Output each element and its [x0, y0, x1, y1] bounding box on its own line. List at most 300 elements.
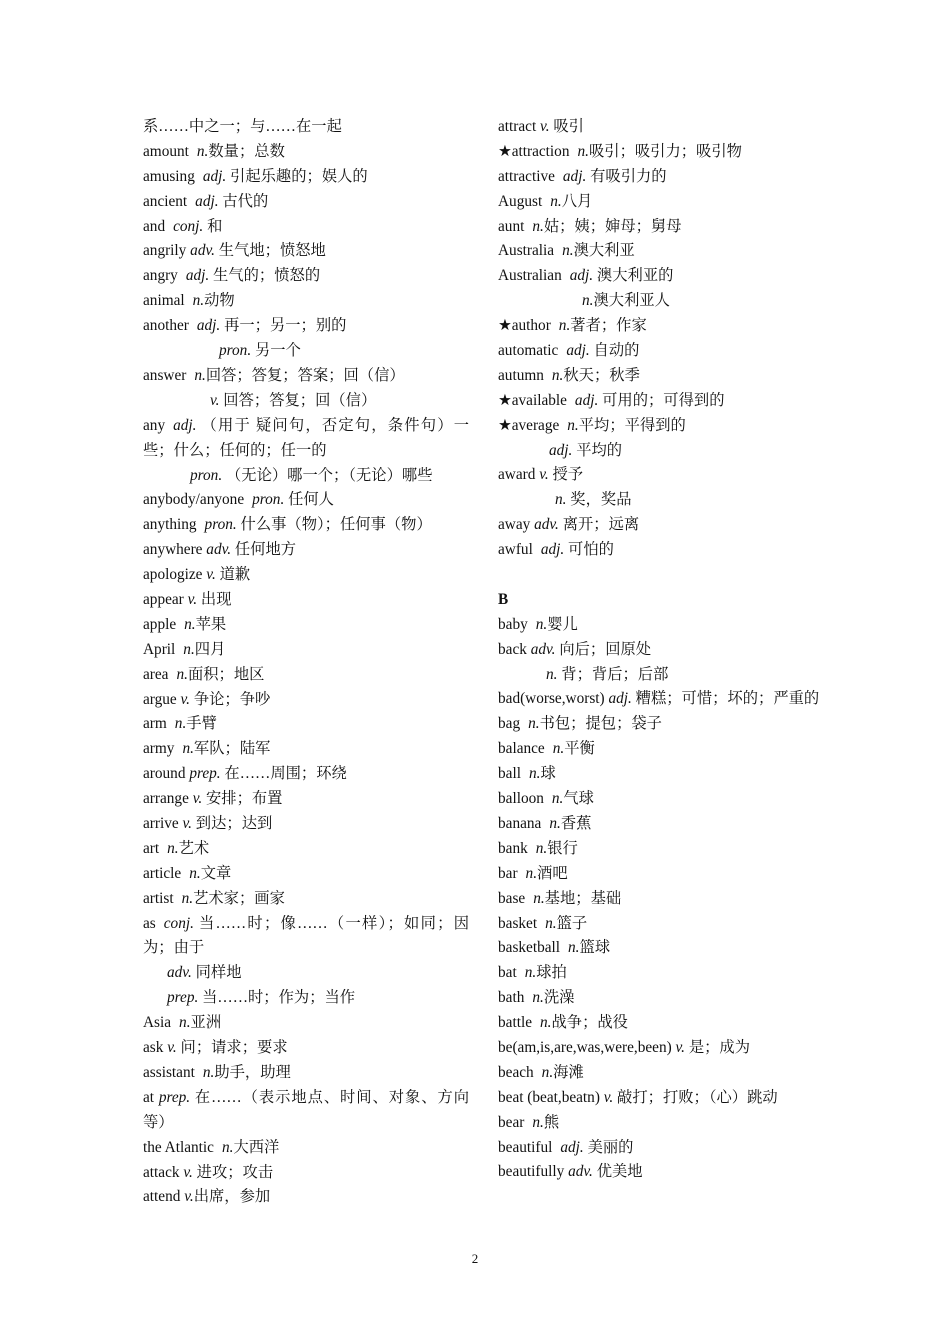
- entry-word: be(am,is,are,was,were,been): [498, 1038, 672, 1056]
- dictionary-entry: [498, 812, 826, 837]
- definition: 再一；另一；别的: [220, 317, 347, 335]
- entry-word: amusing: [143, 167, 195, 185]
- definition: 大西洋: [233, 1138, 280, 1156]
- entry-word: 系……中之一；与……在一起: [143, 118, 342, 135]
- dictionary-entry: [498, 239, 826, 264]
- definition: 在……周围；环绕: [220, 765, 347, 783]
- entry-word: ancient: [143, 192, 188, 210]
- dictionary-entry: [143, 264, 469, 289]
- part-of-speech: n.: [533, 889, 545, 907]
- part-of-speech: v.: [187, 590, 198, 608]
- dictionary-entry: [143, 961, 469, 986]
- dictionary-entry: [498, 339, 826, 364]
- dictionary-entry: [498, 986, 826, 1011]
- entry-word: artist: [143, 889, 174, 907]
- definition: 离开；远离: [558, 516, 640, 534]
- part-of-speech: adv.: [568, 1163, 593, 1181]
- dictionary-entry: [498, 165, 826, 190]
- dictionary-entry: [143, 1161, 469, 1186]
- part-of-speech: v.: [210, 391, 220, 409]
- part-of-speech: adj.: [569, 267, 594, 285]
- dictionary-entry: [498, 115, 826, 140]
- entry-word: argue: [143, 690, 177, 708]
- dictionary-entry: [498, 463, 826, 488]
- dictionary-entry: [498, 264, 826, 289]
- dictionary-entry: [143, 912, 469, 962]
- dictionary-entry: [143, 364, 469, 389]
- entry-word: bag: [498, 715, 521, 733]
- definition: 引起乐趣的；娱人的: [226, 167, 368, 185]
- part-of-speech: adj.: [185, 267, 210, 285]
- dictionary-entry: [143, 712, 469, 737]
- part-of-speech: n.: [541, 1063, 554, 1081]
- dictionary-entry: [143, 986, 469, 1011]
- definition: 书包；提包；袋子: [539, 715, 662, 733]
- entry-word: bar: [498, 864, 518, 882]
- part-of-speech: adj.: [566, 342, 590, 360]
- definition: 平衡: [564, 740, 595, 758]
- entry-word: answer: [143, 366, 187, 384]
- entry-word: attend: [143, 1188, 181, 1206]
- part-of-speech: n.: [539, 1014, 552, 1032]
- definition: 另一个: [251, 342, 301, 360]
- part-of-speech: adv.: [190, 242, 215, 260]
- part-of-speech: adv.: [530, 640, 556, 658]
- dictionary-entry: [498, 837, 826, 862]
- entry-word: basket: [498, 914, 538, 932]
- dictionary-entry: [498, 762, 826, 787]
- entry-word: ★attraction: [498, 142, 570, 160]
- part-of-speech: adj.: [608, 690, 632, 708]
- definition: 澳大利亚的: [593, 267, 674, 285]
- definition: 香蕉: [560, 814, 592, 832]
- entry-word: apologize: [143, 566, 203, 584]
- part-of-speech: n.: [535, 839, 548, 857]
- part-of-speech: n.: [562, 242, 574, 260]
- part-of-speech: prep.: [158, 1088, 191, 1106]
- definition: 澳大利亚: [573, 242, 635, 260]
- part-of-speech: n.: [176, 665, 188, 683]
- dictionary-entry: [498, 887, 826, 912]
- entry-word: anybody/anyone: [143, 491, 245, 509]
- entry-word: away: [498, 516, 531, 534]
- definition: 道歉: [215, 566, 251, 584]
- entry-word: baby: [498, 615, 528, 633]
- part-of-speech: n.: [184, 615, 196, 633]
- dictionary-entry: [498, 961, 826, 986]
- entry-word: arrive: [143, 814, 179, 832]
- entry-word: Australia: [498, 242, 555, 260]
- definition: 吸引；吸引力；吸引物: [588, 142, 742, 160]
- dictionary-entry: [143, 762, 469, 787]
- part-of-speech: n.: [555, 491, 567, 509]
- definition: 面积；地区: [187, 665, 265, 683]
- entry-word: ask: [143, 1039, 164, 1057]
- dictionary-entry: [143, 1011, 469, 1036]
- definition: 什么事（物）；任何事（物）: [236, 516, 432, 534]
- entry-word: aunt: [498, 217, 525, 235]
- part-of-speech: n.: [568, 939, 580, 957]
- part-of-speech: n.: [582, 292, 594, 310]
- dictionary-entry: [143, 239, 469, 264]
- definition: 授予: [548, 466, 584, 484]
- entry-word: article: [143, 864, 182, 882]
- definition: 古代的: [218, 192, 269, 210]
- entry-word: around: [143, 765, 186, 783]
- definition: 可怕的: [564, 541, 614, 559]
- definition: 安排；布置: [202, 790, 283, 808]
- dictionary-entry: [143, 339, 469, 364]
- definition: 到达；达到: [191, 814, 273, 832]
- part-of-speech: v.: [167, 1039, 177, 1057]
- entry-word: basketball: [498, 939, 561, 957]
- part-of-speech: n.: [194, 366, 206, 384]
- dictionary-entry: [143, 812, 469, 837]
- entry-word: bank: [498, 839, 528, 857]
- entry-word: ★average: [498, 416, 560, 434]
- part-of-speech: conj.: [163, 914, 194, 932]
- part-of-speech: n.: [525, 864, 538, 882]
- part-of-speech: adj.: [195, 192, 219, 210]
- part-of-speech: n.: [179, 1014, 191, 1032]
- definition: 同样地: [191, 964, 242, 982]
- entry-word: back: [498, 640, 527, 658]
- definition: 有吸引力的: [586, 167, 667, 185]
- dictionary-entry: [143, 613, 469, 638]
- part-of-speech: adj.: [202, 167, 227, 185]
- dictionary-entry: [143, 488, 469, 513]
- entry-word: award: [498, 466, 536, 484]
- dictionary-entry: [143, 1061, 469, 1086]
- part-of-speech: v.: [180, 690, 191, 708]
- entry-word: beach: [498, 1063, 534, 1081]
- entry-word: angrily: [143, 242, 187, 260]
- definition: 秋天；秋季: [563, 366, 640, 384]
- entry-word: balance: [498, 740, 545, 758]
- definition: 婴儿: [547, 615, 578, 633]
- part-of-speech: n.: [174, 715, 187, 733]
- entry-word: base: [498, 889, 526, 907]
- entry-word: arrange: [143, 790, 189, 808]
- definition: （无论）哪一个；（无论）哪些: [222, 466, 433, 484]
- dictionary-entry: [498, 1160, 826, 1185]
- part-of-speech: n.: [221, 1138, 234, 1156]
- definition: 任何地方: [231, 541, 297, 559]
- entry-word: ★author: [498, 317, 551, 335]
- definition: 银行: [547, 839, 578, 857]
- dictionary-entry: [498, 912, 826, 937]
- definition: 姑；姨；婶母；舅母: [543, 217, 682, 235]
- part-of-speech: n.: [167, 839, 179, 857]
- definition: 篮球: [579, 939, 611, 957]
- definition: 四月: [194, 640, 226, 658]
- definition: 是；成为: [685, 1038, 751, 1056]
- definition: 生气的；愤怒的: [209, 267, 321, 285]
- definition: 战争；战役: [551, 1014, 628, 1032]
- definition: 球拍: [536, 964, 567, 982]
- definition: （用于 疑问句，否定句，条件句）一些；什么；任何的；任一的: [143, 416, 469, 459]
- dictionary-entry: [143, 1036, 469, 1061]
- part-of-speech: n.: [551, 366, 564, 384]
- entry-word: balloon: [498, 790, 544, 808]
- dictionary-entry: [498, 389, 826, 414]
- definition: 平均的: [572, 441, 623, 459]
- dictionary-entry: [498, 414, 826, 439]
- definition: 吸引: [549, 118, 584, 135]
- dictionary-entry: [143, 215, 469, 240]
- part-of-speech: v.: [184, 1188, 194, 1206]
- blank-line: [498, 563, 826, 588]
- entry-word: August: [498, 192, 543, 210]
- dictionary-entry: [143, 663, 469, 688]
- dictionary-entry: [498, 439, 826, 464]
- part-of-speech: n.: [524, 964, 537, 982]
- dictionary-entry: [143, 389, 469, 414]
- part-of-speech: v.: [540, 118, 550, 135]
- definition: 澳大利亚人: [593, 292, 670, 310]
- part-of-speech: v.: [539, 466, 549, 484]
- part-of-speech: adj.: [196, 317, 221, 335]
- definition: 进攻；攻击: [192, 1163, 274, 1181]
- definition: 美丽的: [583, 1138, 634, 1156]
- part-of-speech: n.: [545, 914, 557, 932]
- part-of-speech: adv.: [534, 516, 559, 534]
- definition: 奖，奖品: [566, 491, 632, 509]
- part-of-speech: n.: [532, 1113, 544, 1131]
- dictionary-entry: [143, 737, 469, 762]
- entry-word: assistant: [143, 1063, 195, 1081]
- part-of-speech: adj.: [549, 441, 573, 459]
- entry-word: battle: [498, 1014, 532, 1032]
- dictionary-entry: [498, 638, 826, 663]
- right-column: [498, 115, 826, 1185]
- part-of-speech: v.: [206, 566, 216, 584]
- entry-word: area: [143, 665, 169, 683]
- definition: 向后；回原处: [555, 640, 652, 658]
- part-of-speech: adj.: [574, 391, 599, 409]
- dictionary-entry: [498, 1011, 826, 1036]
- dictionary-entry: [498, 215, 826, 240]
- definition: 八月: [561, 192, 593, 210]
- part-of-speech: v.: [192, 790, 203, 808]
- definition: 海滩: [553, 1063, 584, 1081]
- entry-word: any: [143, 416, 166, 434]
- part-of-speech: n.: [196, 142, 209, 160]
- part-of-speech: n.: [182, 740, 194, 758]
- dictionary-entry: [143, 115, 469, 140]
- part-of-speech: n.: [528, 715, 540, 733]
- dictionary-entry: [143, 588, 469, 613]
- entry-word: arm: [143, 715, 167, 733]
- dictionary-entry: [143, 464, 469, 489]
- definition: 敲打；打败；（心）跳动: [613, 1088, 778, 1106]
- definition: 球: [540, 765, 556, 783]
- dictionary-entry: [143, 887, 469, 912]
- definition: 可用的；可得到的: [598, 391, 725, 409]
- entry-word: amount: [143, 142, 189, 160]
- dictionary-entry: [498, 364, 826, 389]
- entry-word: bat: [498, 964, 517, 982]
- entry-word: as: [143, 914, 156, 932]
- definition: 助手，助理: [214, 1063, 291, 1081]
- dictionary-entry: [498, 737, 826, 762]
- part-of-speech: prep.: [189, 765, 221, 783]
- part-of-speech: pron.: [252, 491, 285, 509]
- entry-word: army: [143, 740, 175, 758]
- part-of-speech: n.: [551, 790, 564, 808]
- entry-word: beat (beat,beatn): [498, 1088, 600, 1106]
- dictionary-entry: [498, 613, 826, 638]
- entry-word: art: [143, 839, 160, 857]
- part-of-speech: n.: [550, 192, 562, 210]
- part-of-speech: conj.: [173, 217, 204, 235]
- entry-word: automatic: [498, 342, 559, 360]
- part-of-speech: n.: [558, 317, 571, 335]
- dictionary-entry: [498, 488, 826, 513]
- dictionary-entry: [143, 165, 469, 190]
- definition: 争论；争吵: [190, 690, 271, 708]
- definition: 任何人: [284, 491, 334, 509]
- dictionary-entry: [143, 140, 469, 165]
- definition: 平均；平得到的: [578, 416, 686, 434]
- part-of-speech: n.: [181, 889, 194, 907]
- part-of-speech: adj.: [540, 541, 565, 559]
- entry-word: bear: [498, 1113, 525, 1131]
- dictionary-entry: [143, 837, 469, 862]
- part-of-speech: v.: [183, 1163, 193, 1181]
- section-heading: B: [498, 590, 509, 608]
- entry-word: attack: [143, 1163, 180, 1181]
- definition: 气球: [563, 790, 594, 808]
- part-of-speech: n.: [183, 640, 195, 658]
- entry-word: the Atlantic: [143, 1138, 214, 1156]
- dictionary-entry: [498, 1111, 826, 1136]
- entry-word: Asia: [143, 1014, 172, 1032]
- part-of-speech: v.: [603, 1088, 614, 1106]
- part-of-speech: adj.: [562, 167, 587, 185]
- entry-word: at: [143, 1088, 155, 1106]
- definition: 著者；作家: [570, 317, 647, 335]
- dictionary-entry: [143, 1185, 469, 1210]
- dictionary-entry: [143, 414, 469, 464]
- definition: 出席，参加: [193, 1188, 271, 1206]
- definition: 艺术家；画家: [193, 889, 285, 907]
- entry-word: appear: [143, 590, 184, 608]
- dictionary-entry: [143, 862, 469, 887]
- entry-word: attractive: [498, 167, 555, 185]
- entry-word: ★available: [498, 391, 567, 409]
- entry-word: beautifully: [498, 1163, 565, 1181]
- entry-word: bad(worse,worst): [498, 690, 605, 708]
- dictionary-entry: [498, 538, 826, 563]
- definition: 回答；答复；回（信）: [219, 391, 377, 409]
- definition: 当……时；作为；当作: [198, 989, 356, 1007]
- part-of-speech: v.: [182, 814, 192, 832]
- dictionary-entry: [498, 862, 826, 887]
- entry-word: another: [143, 317, 189, 335]
- part-of-speech: n.: [546, 665, 558, 683]
- definition: 背；背后；后部: [557, 665, 669, 683]
- entry-word: apple: [143, 615, 177, 633]
- part-of-speech: pron.: [190, 466, 223, 484]
- dictionary-entry: [498, 190, 826, 215]
- definition: 亚洲: [190, 1014, 222, 1032]
- dictionary-entry: [143, 1086, 469, 1136]
- entry-word: bath: [498, 989, 525, 1007]
- part-of-speech: n.: [202, 1063, 215, 1081]
- dictionary-entry: [143, 314, 469, 339]
- definition: 回答；答复；答案；回（信）: [205, 366, 405, 384]
- entry-word: and: [143, 217, 166, 235]
- part-of-speech: n.: [535, 615, 548, 633]
- entry-word: banana: [498, 814, 542, 832]
- entry-word: angry: [143, 267, 178, 285]
- definition: 问；请求；要求: [176, 1039, 288, 1057]
- dictionary-entry: [143, 538, 469, 563]
- dictionary-entry: [498, 1061, 826, 1086]
- dictionary-entry: [498, 787, 826, 812]
- part-of-speech: n.: [549, 814, 561, 832]
- definition: 洗澡: [543, 989, 575, 1007]
- dictionary-entry: [143, 289, 469, 314]
- entry-word: ball: [498, 765, 521, 783]
- part-of-speech: n.: [189, 864, 201, 882]
- page-number: 2: [471, 1251, 479, 1266]
- dictionary-entry: [498, 712, 826, 737]
- part-of-speech: adj.: [173, 416, 197, 434]
- part-of-speech: pron.: [219, 342, 252, 360]
- part-of-speech: prep.: [167, 989, 199, 1007]
- part-of-speech: n.: [552, 740, 565, 758]
- definition: 出现: [197, 590, 232, 608]
- dictionary-entry: [498, 663, 826, 688]
- entry-word: beautiful: [498, 1138, 553, 1156]
- dictionary-entry: [498, 1036, 826, 1061]
- dictionary-entry: [498, 140, 826, 165]
- dictionary-entry: [143, 1136, 469, 1161]
- part-of-speech: n.: [577, 142, 589, 160]
- definition: 艺术: [178, 839, 210, 857]
- definition: 熊: [543, 1113, 560, 1131]
- dictionary-entry: [143, 638, 469, 663]
- dictionary-entry: [498, 687, 826, 712]
- definition: 文章: [200, 864, 232, 882]
- definition: 数量；总数: [208, 142, 285, 160]
- definition: 和: [203, 217, 223, 235]
- entry-word: autumn: [498, 366, 544, 384]
- dictionary-entry: [498, 314, 826, 339]
- part-of-speech: n.: [567, 416, 579, 434]
- definition: 基地；基础: [544, 889, 622, 907]
- entry-word: Australian: [498, 267, 562, 285]
- part-of-speech: n.: [532, 217, 544, 235]
- definition: 自动的: [589, 342, 640, 360]
- dictionary-entry: [143, 190, 469, 215]
- dictionary-entry: [143, 787, 469, 812]
- dictionary-entry: [143, 688, 469, 713]
- definition: 生气地；愤怒地: [214, 242, 326, 260]
- dictionary-entry: [498, 513, 826, 538]
- part-of-speech: adv.: [206, 541, 232, 559]
- part-of-speech: n.: [532, 989, 544, 1007]
- entry-word: attract: [498, 118, 537, 135]
- part-of-speech: adv.: [167, 964, 192, 982]
- definition: 酒吧: [537, 864, 568, 882]
- part-of-speech: pron.: [204, 516, 237, 534]
- part-of-speech: adj.: [560, 1138, 584, 1156]
- definition: 篮子: [556, 914, 588, 932]
- dictionary-entry: [498, 936, 826, 961]
